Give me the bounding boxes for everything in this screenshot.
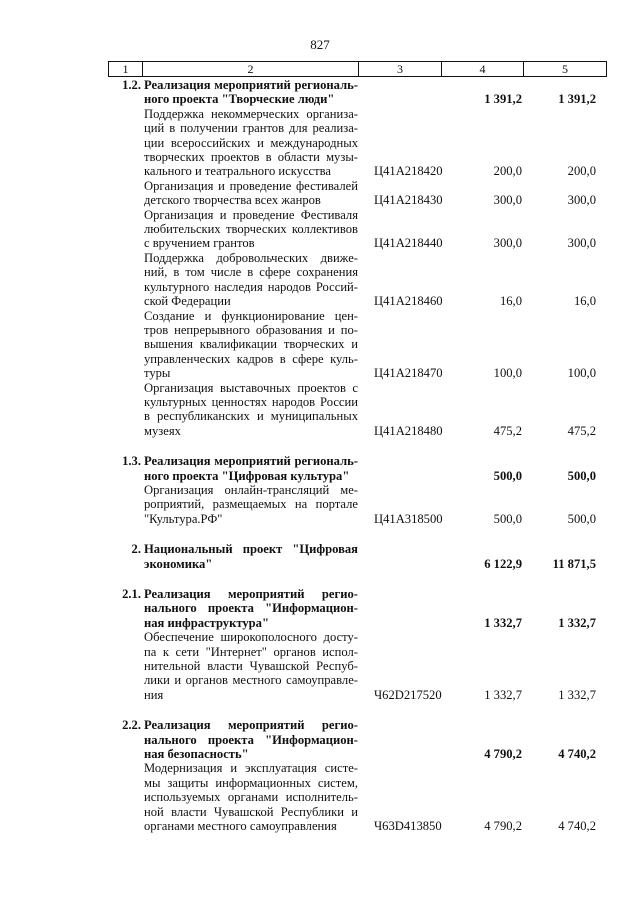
amount-col-5: 1 391,2 xyxy=(558,92,596,107)
amount-col-5: 500,0 xyxy=(567,511,596,526)
amount-col-5: 500,0 xyxy=(567,468,596,483)
description-line: вышения квалификации творческих и xyxy=(144,337,358,352)
description-line: музеях xyxy=(144,423,181,438)
budget-code: Ч62D217520 xyxy=(374,687,442,702)
description-line: нального проекта "Информацион- xyxy=(144,601,358,616)
table-row xyxy=(108,761,606,833)
description-line: Поддержка некоммерческих организа- xyxy=(144,106,358,121)
amount-col-4: 100,0 xyxy=(493,366,522,381)
budget-code: Ц41A218470 xyxy=(374,366,443,381)
description-line: культурных ценностях народов России xyxy=(144,394,358,409)
row-description xyxy=(142,309,358,381)
budget-code: Ц41A218420 xyxy=(374,164,443,179)
table-row-section xyxy=(108,542,606,571)
row-number: 2.2. xyxy=(122,718,141,733)
row-number: 1.3. xyxy=(122,454,141,469)
description-line: ния xyxy=(144,687,164,702)
amount-col-4: 1 391,2 xyxy=(484,92,522,107)
description-line: мы защиты информационных систем, xyxy=(144,775,358,790)
header-col-2: 2 xyxy=(143,62,359,77)
description-line: ной власти Чувашской Республики и xyxy=(144,804,358,819)
description-line: кального и театрального искусства xyxy=(144,164,332,179)
amount-col-4: 200,0 xyxy=(493,164,522,179)
amount-col-5: 100,0 xyxy=(567,366,596,381)
table-row-section xyxy=(108,718,606,761)
header-col-1: 1 xyxy=(109,62,143,77)
amount-col-4: 300,0 xyxy=(493,236,522,251)
amount-col-4: 1 332,7 xyxy=(484,687,522,702)
amount-col-5: 300,0 xyxy=(567,193,596,208)
description-line: Реализация мероприятий регио- xyxy=(144,718,358,733)
row-description xyxy=(142,454,358,483)
header-col-4: 4 xyxy=(442,62,524,77)
row-number: 1.2. xyxy=(122,78,141,92)
description-line: ная безопасность" xyxy=(144,747,249,762)
description-line: используемых органами исполнитель- xyxy=(144,790,358,805)
description-line: Поддержка добровольческих движе- xyxy=(144,250,358,265)
table-row-section xyxy=(108,454,606,483)
description-line: ная инфраструктура" xyxy=(144,615,269,630)
amount-col-5: 4 740,2 xyxy=(558,819,596,834)
description-line: Национальный проект "Цифровая xyxy=(144,542,358,557)
description-line: с вручением грантов xyxy=(144,236,255,251)
description-line: органами местного самоуправления xyxy=(144,819,337,834)
description-line: Модернизация и эксплуатация систе- xyxy=(144,761,358,776)
row-description xyxy=(142,251,358,309)
description-line: управленческих кадров в сфере куль- xyxy=(144,351,358,366)
budget-code: Ц41A218440 xyxy=(374,236,443,251)
description-line: тров непрерывного образования и по- xyxy=(144,322,358,337)
row-description xyxy=(142,381,358,439)
description-line: ного проекта "Творческие люди" xyxy=(144,92,335,107)
row-description xyxy=(142,587,358,630)
amount-col-4: 300,0 xyxy=(493,193,522,208)
row-description xyxy=(142,718,358,761)
table-row xyxy=(108,630,606,702)
description-line: Создание и функционирование цен- xyxy=(144,308,358,323)
description-line: лики и органов местного самоуправле- xyxy=(144,673,358,688)
description-line: "Культура.РФ" xyxy=(144,511,223,526)
row-description xyxy=(142,78,358,107)
row-number: 2. xyxy=(131,542,141,557)
table-row xyxy=(108,208,606,251)
row-number: 2.1. xyxy=(122,587,141,601)
description-line: ного проекта "Цифровая культура" xyxy=(144,468,350,483)
description-line: нительной власти Чувашской Респуб- xyxy=(144,659,358,674)
amount-col-4: 4 790,2 xyxy=(484,819,522,834)
header-col-5: 5 xyxy=(524,62,607,77)
description-line: туры xyxy=(144,366,171,381)
table-row xyxy=(108,107,606,179)
budget-code: Ц41A218460 xyxy=(374,294,443,309)
amount-col-5: 300,0 xyxy=(567,236,596,251)
table-row xyxy=(108,251,606,309)
amount-col-5: 475,2 xyxy=(567,423,596,438)
description-line: роприятий, размещаемых на портале xyxy=(144,497,358,512)
description-line: Реализация мероприятий региональ- xyxy=(144,454,358,469)
description-line: экономика" xyxy=(144,556,213,571)
table-row-section xyxy=(108,587,606,630)
amount-col-4: 500,0 xyxy=(493,468,522,483)
description-line: ний, в том числе в сфере сохранения xyxy=(144,265,358,280)
amount-col-5: 1 332,7 xyxy=(558,687,596,702)
description-line: ций в получении грантов для реализа- xyxy=(144,121,358,136)
amount-col-5: 4 740,2 xyxy=(558,747,596,762)
amount-col-4: 16,0 xyxy=(499,294,522,309)
table-row xyxy=(108,179,606,208)
amount-col-4: 1 332,7 xyxy=(484,615,522,630)
budget-code: Ч63D413850 xyxy=(374,819,442,834)
budget-code: Ц41A218430 xyxy=(374,193,443,208)
table-row-section xyxy=(108,78,606,107)
row-description xyxy=(142,179,358,208)
description-line: детского творчества всех жанров xyxy=(144,193,321,208)
description-line: творческих проектов в области музы- xyxy=(144,150,358,165)
description-line: ской Федерации xyxy=(144,294,231,309)
column-number-header xyxy=(108,61,607,77)
table-row xyxy=(108,309,606,381)
description-line: Организация выставочных проектов с xyxy=(144,380,358,395)
table-row xyxy=(108,483,606,526)
description-line: любительских творческих коллективов xyxy=(144,222,358,237)
amount-col-5: 11 871,5 xyxy=(552,556,596,571)
table-row xyxy=(108,381,606,439)
description-line: па к сети "Интернет" органов испол- xyxy=(144,644,358,659)
description-line: Реализация мероприятий регио- xyxy=(144,587,358,601)
row-description xyxy=(142,542,358,571)
amount-col-5: 16,0 xyxy=(573,294,596,309)
amount-col-5: 200,0 xyxy=(567,164,596,179)
description-line: Организация онлайн-трансляций ме- xyxy=(144,482,358,497)
description-line: в республиканских и муниципальных xyxy=(144,409,358,424)
amount-col-5: 1 332,7 xyxy=(558,615,596,630)
amount-col-4: 4 790,2 xyxy=(484,747,522,762)
description-line: ции всероссийских и международных xyxy=(144,135,358,150)
row-description xyxy=(142,761,358,833)
budget-code: Ц41A218480 xyxy=(374,423,443,438)
description-line: Обеспечение широкополосного досту- xyxy=(144,630,358,645)
description-line: Реализация мероприятий региональ- xyxy=(144,78,358,92)
page-number: 827 xyxy=(310,37,330,52)
row-description xyxy=(142,208,358,251)
description-line: нального проекта "Информацион- xyxy=(144,732,358,747)
description-line: культурного наследия народов Россий- xyxy=(144,279,358,294)
amount-col-4: 500,0 xyxy=(493,511,522,526)
row-description xyxy=(142,483,358,526)
row-description xyxy=(142,630,358,702)
row-description xyxy=(142,107,358,179)
header-col-3: 3 xyxy=(359,62,442,77)
description-line: Организация и проведение фестивалей xyxy=(144,178,358,193)
budget-table-body xyxy=(108,78,606,834)
amount-col-4: 6 122,9 xyxy=(484,556,522,571)
amount-col-4: 475,2 xyxy=(493,423,522,438)
budget-code: Ц41A318500 xyxy=(374,511,443,526)
description-line: Организация и проведение Фестиваля xyxy=(144,207,358,222)
